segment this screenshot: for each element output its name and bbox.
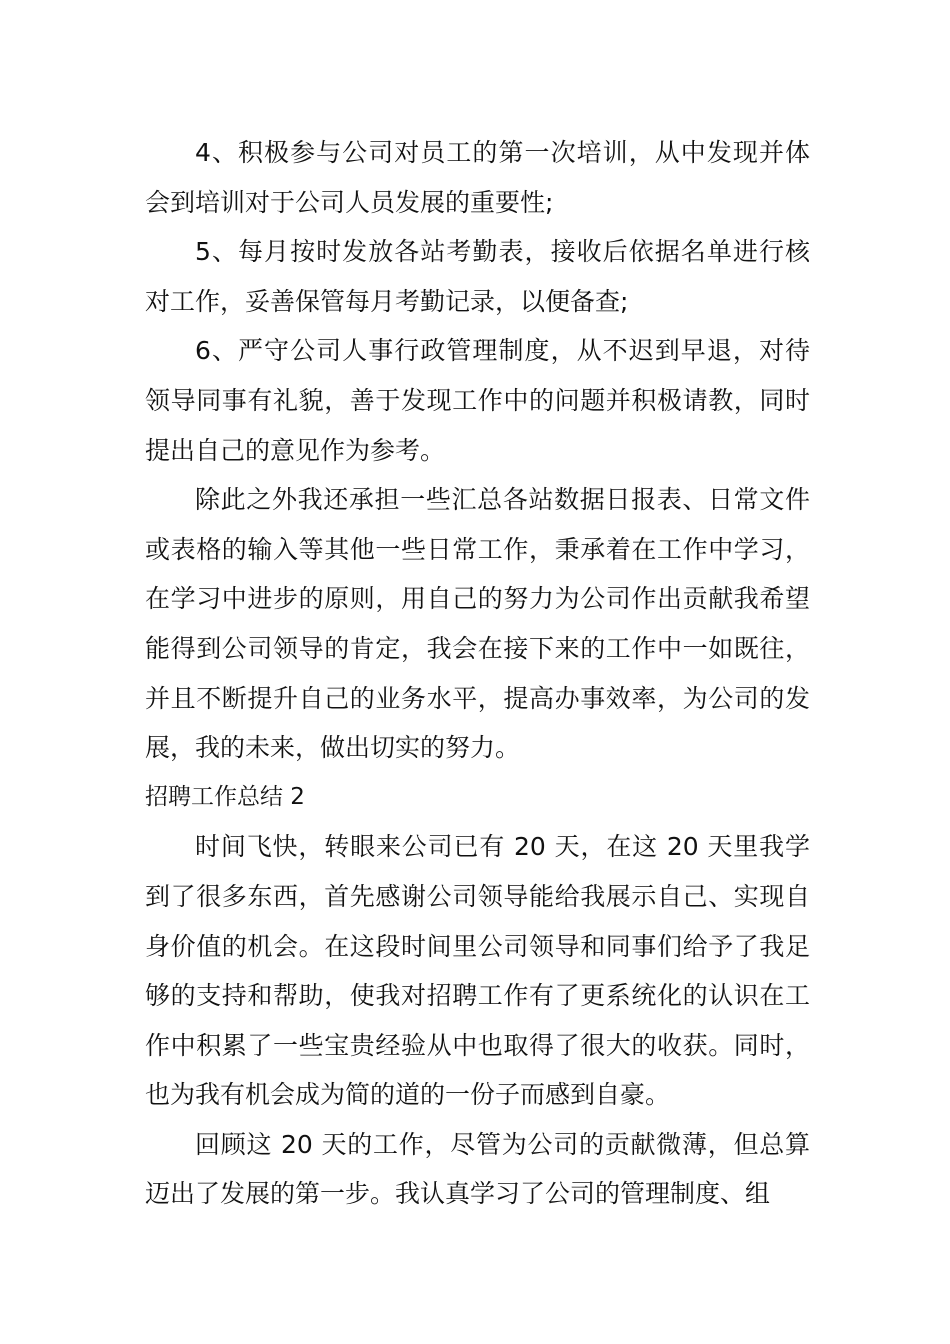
document-body — [145, 128, 810, 1219]
paragraph-review: 回顾这 20 天的工作，尽管为公司的贡献微薄，但总算迈出了发展的第一步。我认真学习了公司的管理制度、组 — [145, 1129, 810, 1209]
section-heading: 招聘工作总结 2 — [145, 783, 305, 810]
paragraph-introduction: 时间飞快，转眼来公司已有 20 天，在这 20 天里我学到了很多东西，首先感谢公司领导能给我展示自己、实现自身价值的机会。在这段时间里公司领导和同事们给予了我足够的支持和帮助，使我对招聘工作有了更系统化的认识在工作中积累了一些宝贵经验从中也取得了很大的收获。同时，也为我有机会成为简的道的一份子而感到自豪。 — [145, 832, 810, 1110]
paragraph-item-6: 6、严守公司人事行政管理制度，从不迟到早退，对待领导同事有礼貌，善于发现工作中的问题并积极请教，同时提出自己的意见作为参考。 — [145, 336, 810, 465]
paragraph-additional-duties: 除此之外我还承担一些汇总各站数据日报表、日常文件或表格的输入等其他一些日常工作，秉承着在工作中学习，在学习中进步的原则，用自己的努力为公司作出贡献我希望能得到公司领导的肯定，我会在接下来的工作中一如既往，并且不断提升自己的业务水平，提高办事效率，为公司的发展，我的未来，做出切实的努力。 — [145, 485, 810, 763]
paragraph-item-5: 5、每月按时发放各站考勤表，接收后依据名单进行核对工作，妥善保管每月考勤记录，以便备查; — [145, 237, 810, 316]
paragraph-item-4: 4、积极参与公司对员工的第一次培训，从中发现并体会到培训对于公司人员发展的重要性; — [145, 138, 810, 217]
